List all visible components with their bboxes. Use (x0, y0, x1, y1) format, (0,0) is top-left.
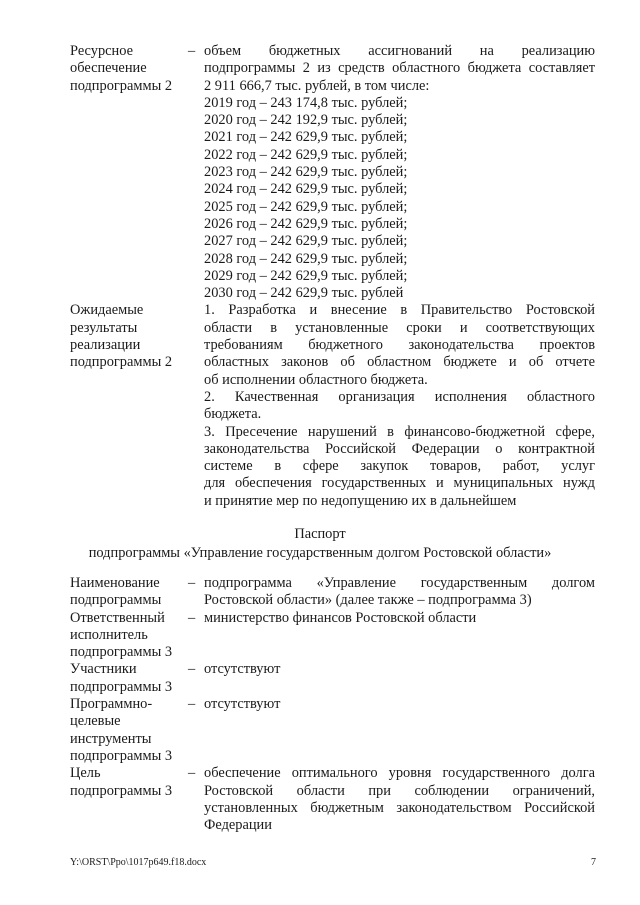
goal-row (70, 765, 595, 834)
label-line: Наименование (70, 575, 160, 591)
result-item-3 (204, 424, 595, 510)
results-row (70, 302, 595, 510)
label-line: подпрограммы 2 (70, 77, 173, 94)
label-line: Цель (70, 765, 101, 782)
year-line: 2020 год – 242 192,9 тыс. рублей; (204, 112, 408, 129)
instruments-label (70, 696, 188, 765)
year-line: 2021 год – 242 629,9 тыс. рублей; (204, 129, 408, 146)
year-line: 2024 год – 242 629,9 тыс. рублей; (204, 181, 408, 198)
resources-value (204, 43, 595, 302)
goal-value (204, 765, 595, 834)
page-number: 7 (591, 857, 596, 868)
year-line: 2030 год – 242 629,9 тыс. рублей (204, 285, 404, 302)
participants-label (70, 661, 188, 696)
label-line: подпрограммы 3 (70, 782, 173, 799)
value-line: Федерации (204, 817, 272, 834)
value-line: законодательства Российской Федерации о контрактной (204, 440, 595, 457)
label-line: Участники (70, 661, 137, 678)
year-line: 2029 год – 242 629,9 тыс. рублей; (204, 267, 408, 284)
dash: – (188, 765, 196, 782)
value-line: Ростовской области» (далее также – подпрограмма 3) (204, 592, 532, 609)
year-line: 2019 год – 243 174,8 тыс. рублей; (204, 94, 408, 111)
year-line: 2028 год – 242 629,9 тыс. рублей; (204, 250, 408, 267)
value-line: подпрограмма «Управление государственным долгом (204, 575, 595, 591)
executor-label (70, 610, 188, 662)
subprogram2-table (70, 43, 595, 510)
instruments-value (204, 696, 595, 713)
dash: – (188, 609, 196, 626)
participants-row (70, 661, 595, 696)
label-line: целевые (70, 713, 121, 730)
value-line: отсутствуют (204, 696, 281, 713)
value-line: и принятие мер по недопущению их в дальнейшем (204, 492, 517, 509)
value-line: требованиям бюджетного законодательства проектов (204, 337, 595, 354)
value-line: министерство финансов Ростовской области (204, 609, 477, 626)
year-line: 2023 год – 242 629,9 тыс. рублей; (204, 164, 408, 181)
label-line: подпрограммы (70, 592, 162, 609)
label-line: подпрограммы 2 (70, 354, 173, 371)
value-line: 2. Качественная организация исполнения областного (204, 388, 595, 405)
value-line: областных законов об областном бюджете и об отчете (204, 354, 595, 371)
executor-value (204, 610, 595, 627)
value-line: Ростовской области при соблюдении ограничений, (204, 782, 595, 799)
label-line: инструменты (70, 730, 152, 747)
instruments-row (70, 696, 595, 765)
resources-row (70, 43, 595, 302)
name-row (70, 575, 595, 610)
result-item-2 (204, 389, 595, 424)
value-line: отсутствуют (204, 661, 281, 678)
value-line: 2 911 666,7 тыс. рублей, в том числе: (204, 77, 430, 94)
name-label (70, 575, 188, 610)
year-line: 2027 год – 242 629,9 тыс. рублей; (204, 233, 408, 250)
dash: – (188, 661, 196, 678)
executor-row (70, 610, 595, 662)
dash: – (188, 43, 196, 59)
dash: – (188, 575, 196, 591)
year-line: 2025 год – 242 629,9 тыс. рублей; (204, 198, 408, 215)
label-line: подпрограммы 3 (70, 678, 173, 695)
dash: – (188, 696, 196, 713)
value-line: 3. Пресечение нарушений в финансово-бюджетной сфере, (204, 423, 595, 440)
value-line: установленных бюджетным законодательством Российской (204, 799, 595, 816)
label-line: Ответственный (70, 609, 165, 626)
year-line: 2026 год – 242 629,9 тыс. рублей; (204, 215, 408, 232)
label-line: исполнитель (70, 626, 148, 643)
label-line: реализации (70, 337, 141, 354)
result-item-1 (204, 302, 595, 388)
passport-heading (0, 525, 640, 563)
value-line: объем бюджетных ассигнований на реализацию (204, 43, 595, 59)
value-line: об исполнении областного бюджета. (204, 371, 428, 388)
results-label (70, 302, 188, 371)
label-line: обеспечение (70, 60, 147, 77)
results-value (204, 302, 595, 510)
label-line: Ожидаемые (70, 302, 144, 319)
value-line: 1. Разработка и внесение в Правительство Ростовской (204, 302, 595, 319)
passport-title: Паспорт (294, 526, 346, 542)
year-line: 2022 год – 242 629,9 тыс. рублей; (204, 146, 408, 163)
resources-label (70, 43, 188, 95)
page-footer (70, 857, 596, 868)
participants-value (204, 661, 595, 678)
label-line: Программно- (70, 696, 153, 713)
value-line: подпрограммы 2 из средств областного бюджета составляет (204, 60, 595, 77)
value-line: для обеспечения государственных и муниципальных нужд (204, 475, 595, 492)
passport-subtitle: подпрограммы «Управление государственным долгом Ростовской области» (88, 545, 552, 561)
name-value (204, 575, 595, 610)
value-line: системе в сфере закупок товаров, работ, услуг (204, 458, 595, 475)
goal-label (70, 765, 188, 800)
label-line: Ресурсное (70, 43, 133, 59)
subprogram3-table (70, 575, 595, 834)
label-line: подпрограммы 3 (70, 644, 173, 661)
value-line: области в установленные сроки и соответствующих (204, 319, 595, 336)
file-path: Y:\ORST\Ppo\1017p649.f18.docx (70, 857, 207, 868)
value-line: бюджета. (204, 406, 262, 423)
value-line: обеспечение оптимального уровня государственного долга (204, 765, 595, 782)
label-line: результаты (70, 319, 138, 336)
label-line: подпрограммы 3 (70, 747, 173, 764)
